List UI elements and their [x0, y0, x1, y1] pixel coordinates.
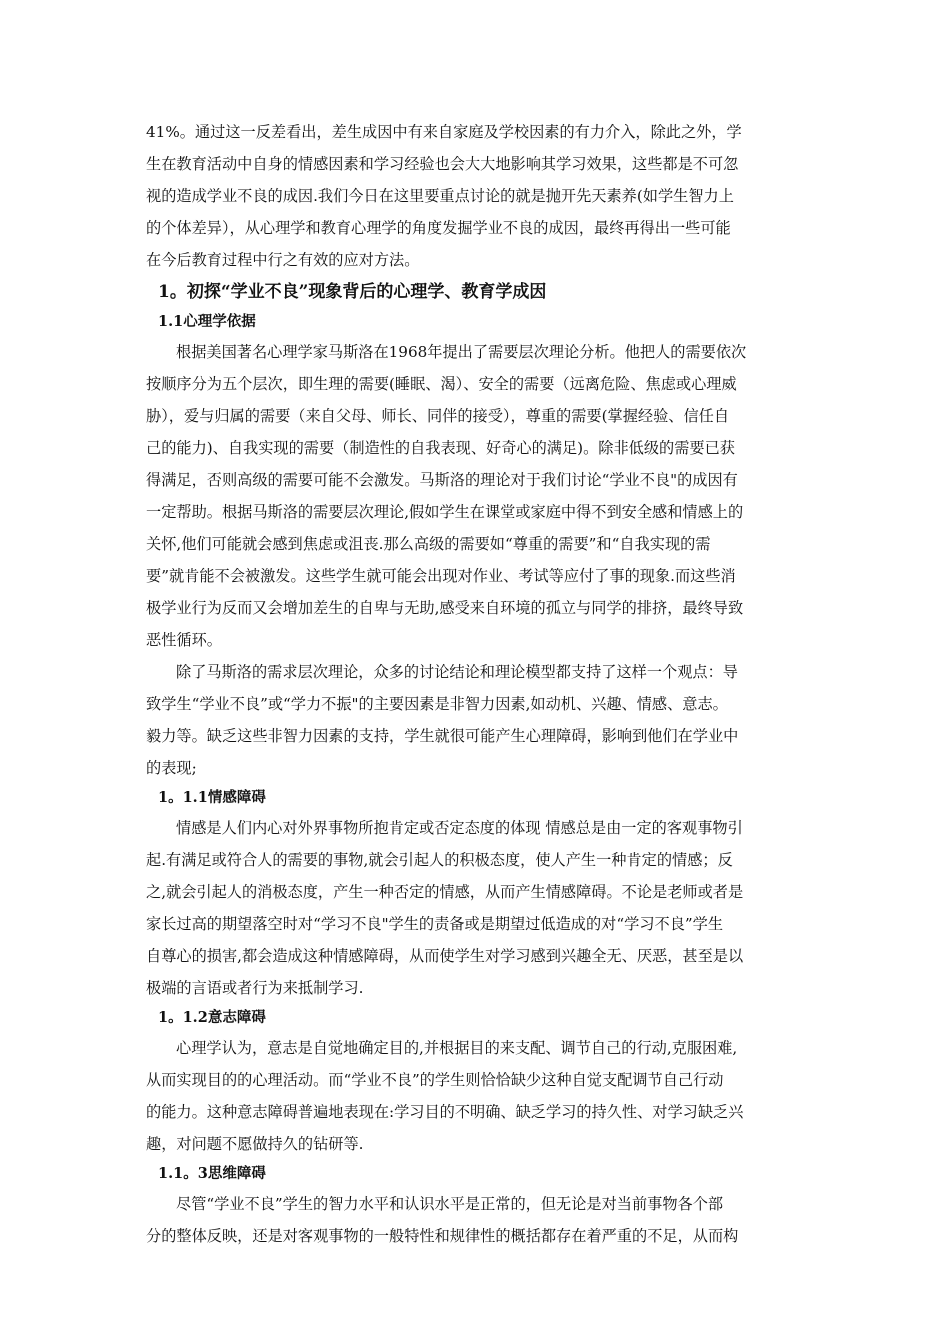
subsection-heading: 1。1.2意志障碍: [158, 1009, 266, 1026]
text-line: 致学生“学业不良”或“学力不振"的主要因素是非智力因素,如动机、兴趣、情感、意志。: [146, 695, 728, 713]
text-line: 趣，对问题不愿做持久的钻研等.: [146, 1135, 364, 1153]
paragraph-will: [146, 1032, 806, 1160]
text-line: 的个体差异），从心理学和教育心理学的角度发掘学业不良的成因，最终再得出一些可能: [146, 219, 731, 237]
text-line: 要”就肯能不会被激发。这些学生就可能会出现对作业、考试等应付了事的现象.而这些消: [146, 567, 736, 585]
text-line: 的表现;: [146, 759, 197, 777]
text-line: 一定帮助。根据马斯洛的需要层次理论,假如学生在课堂或家庭中得不到安全感和情感上的: [146, 503, 744, 521]
text-line: 极端的言语或者行为来抵制学习.: [146, 979, 364, 997]
subsection-heading: 1.1。3思维障碍: [158, 1165, 266, 1182]
intro-paragraph: [146, 116, 806, 276]
text-line: 分的整体反映，还是对客观事物的一般特性和规律性的概括都存在着严重的不足，从而构: [146, 1227, 739, 1245]
text-line: 家长过高的期望落空时对“学习不良"学生的责备或是期望过低造成的对“学习不良”学生: [146, 915, 724, 933]
text-line: 极学业行为反而又会增加差生的自卑与无助,感受来自环境的孤立与同学的排挤，最终导致: [146, 599, 744, 617]
paragraph-emotion: [146, 812, 806, 1004]
paragraph-thinking: [146, 1188, 806, 1252]
paragraph-maslow: [146, 336, 806, 656]
text-line: 视的造成学业不良的成因.我们今日在这里要重点讨论的就是抛开先天素养(如学生智力上: [146, 187, 734, 205]
text-line: 关怀,他们可能就会感到焦虑或沮丧.那么高级的需要如“尊重的需要”和“自我实现的需: [146, 535, 711, 553]
text-line: 自尊心的损害,都会造成这种情感障碍，从而使学生对学习感到兴趣全无、厌恶，甚至是以: [146, 947, 744, 965]
section-heading: 1。初探“学业不良”现象背后的心理学、教育学成因: [158, 282, 547, 302]
paragraph-non-intellectual: [146, 656, 806, 784]
text-line: 毅力等。缺乏这些非智力因素的支持，学生就很可能产生心理障碍，影响到他们在学业中: [146, 727, 739, 745]
subsection-heading: 1。1.1情感障碍: [158, 789, 266, 806]
text-line: 情感是人们内心对外界事物所抱肯定或否定态度的体现 情感总是由一定的客观事物引: [176, 819, 743, 837]
text-line: 起.有满足或符合人的需要的事物,就会引起人的积极态度，使人产生一种肯定的情感；反: [146, 851, 733, 869]
subsection-heading: 1.1心理学依据: [158, 313, 256, 330]
text-line: 在今后教育过程中行之有效的应对方法。: [146, 251, 420, 269]
text-line: 胁），爱与归属的需要（来自父母、师长、同伴的接受），尊重的需要(掌握经验、信任自: [146, 407, 730, 425]
text-line: 除了马斯洛的需求层次理论，众多的讨论结论和理论模型都支持了这样一个观点：导: [176, 663, 738, 681]
document-page: [146, 116, 806, 1252]
text-line: 的能力。这种意志障碍普遍地表现在:学习目的不明确、缺乏学习的持久性、对学习缺乏兴: [146, 1103, 744, 1121]
text-line: 之,就会引起人的消极态度，产生一种否定的情感，从而产生情感障碍。不论是老师或者是: [146, 883, 744, 901]
text-line: 恶性循环。: [146, 631, 222, 649]
text-line: 从而实现目的的心理活动。而“学业不良”的学生则恰恰缺少这种自觉支配调节自己行动: [146, 1071, 724, 1089]
text-line: 尽管“学业不良”学生的智力水平和认识水平是正常的，但无论是对当前事物各个部: [176, 1195, 724, 1213]
text-line: 得满足，否则高级的需要可能不会激发。马斯洛的理论对于我们讨论“学业不良"的成因有: [146, 471, 738, 489]
text-line: 心理学认为，意志是自觉地确定目的,并根据目的来支配、调节自己的行动,克服困难,: [176, 1039, 738, 1057]
text-line: 按顺序分为五个层次，即生理的需要(睡眠、渴）、安全的需要（远离危险、焦虑或心理威: [146, 375, 737, 393]
text-line: 根据美国著名心理学家马斯洛在1968年提出了需要层次理论分析。他把人的需要依次: [176, 343, 747, 361]
text-line: 生在教育活动中自身的情感因素和学习经验也会大大地影响其学习效果，这些都是不可忽: [146, 155, 739, 173]
text-line: 己的能力)、自我实现的需要（制造性的自我表现、好奇心的满足)。除非低级的需要已获: [146, 439, 735, 457]
text-line: 41%。通过这一反差看出，差生成因中有来自家庭及学校因素的有力介入，除此之外，学: [146, 123, 742, 141]
